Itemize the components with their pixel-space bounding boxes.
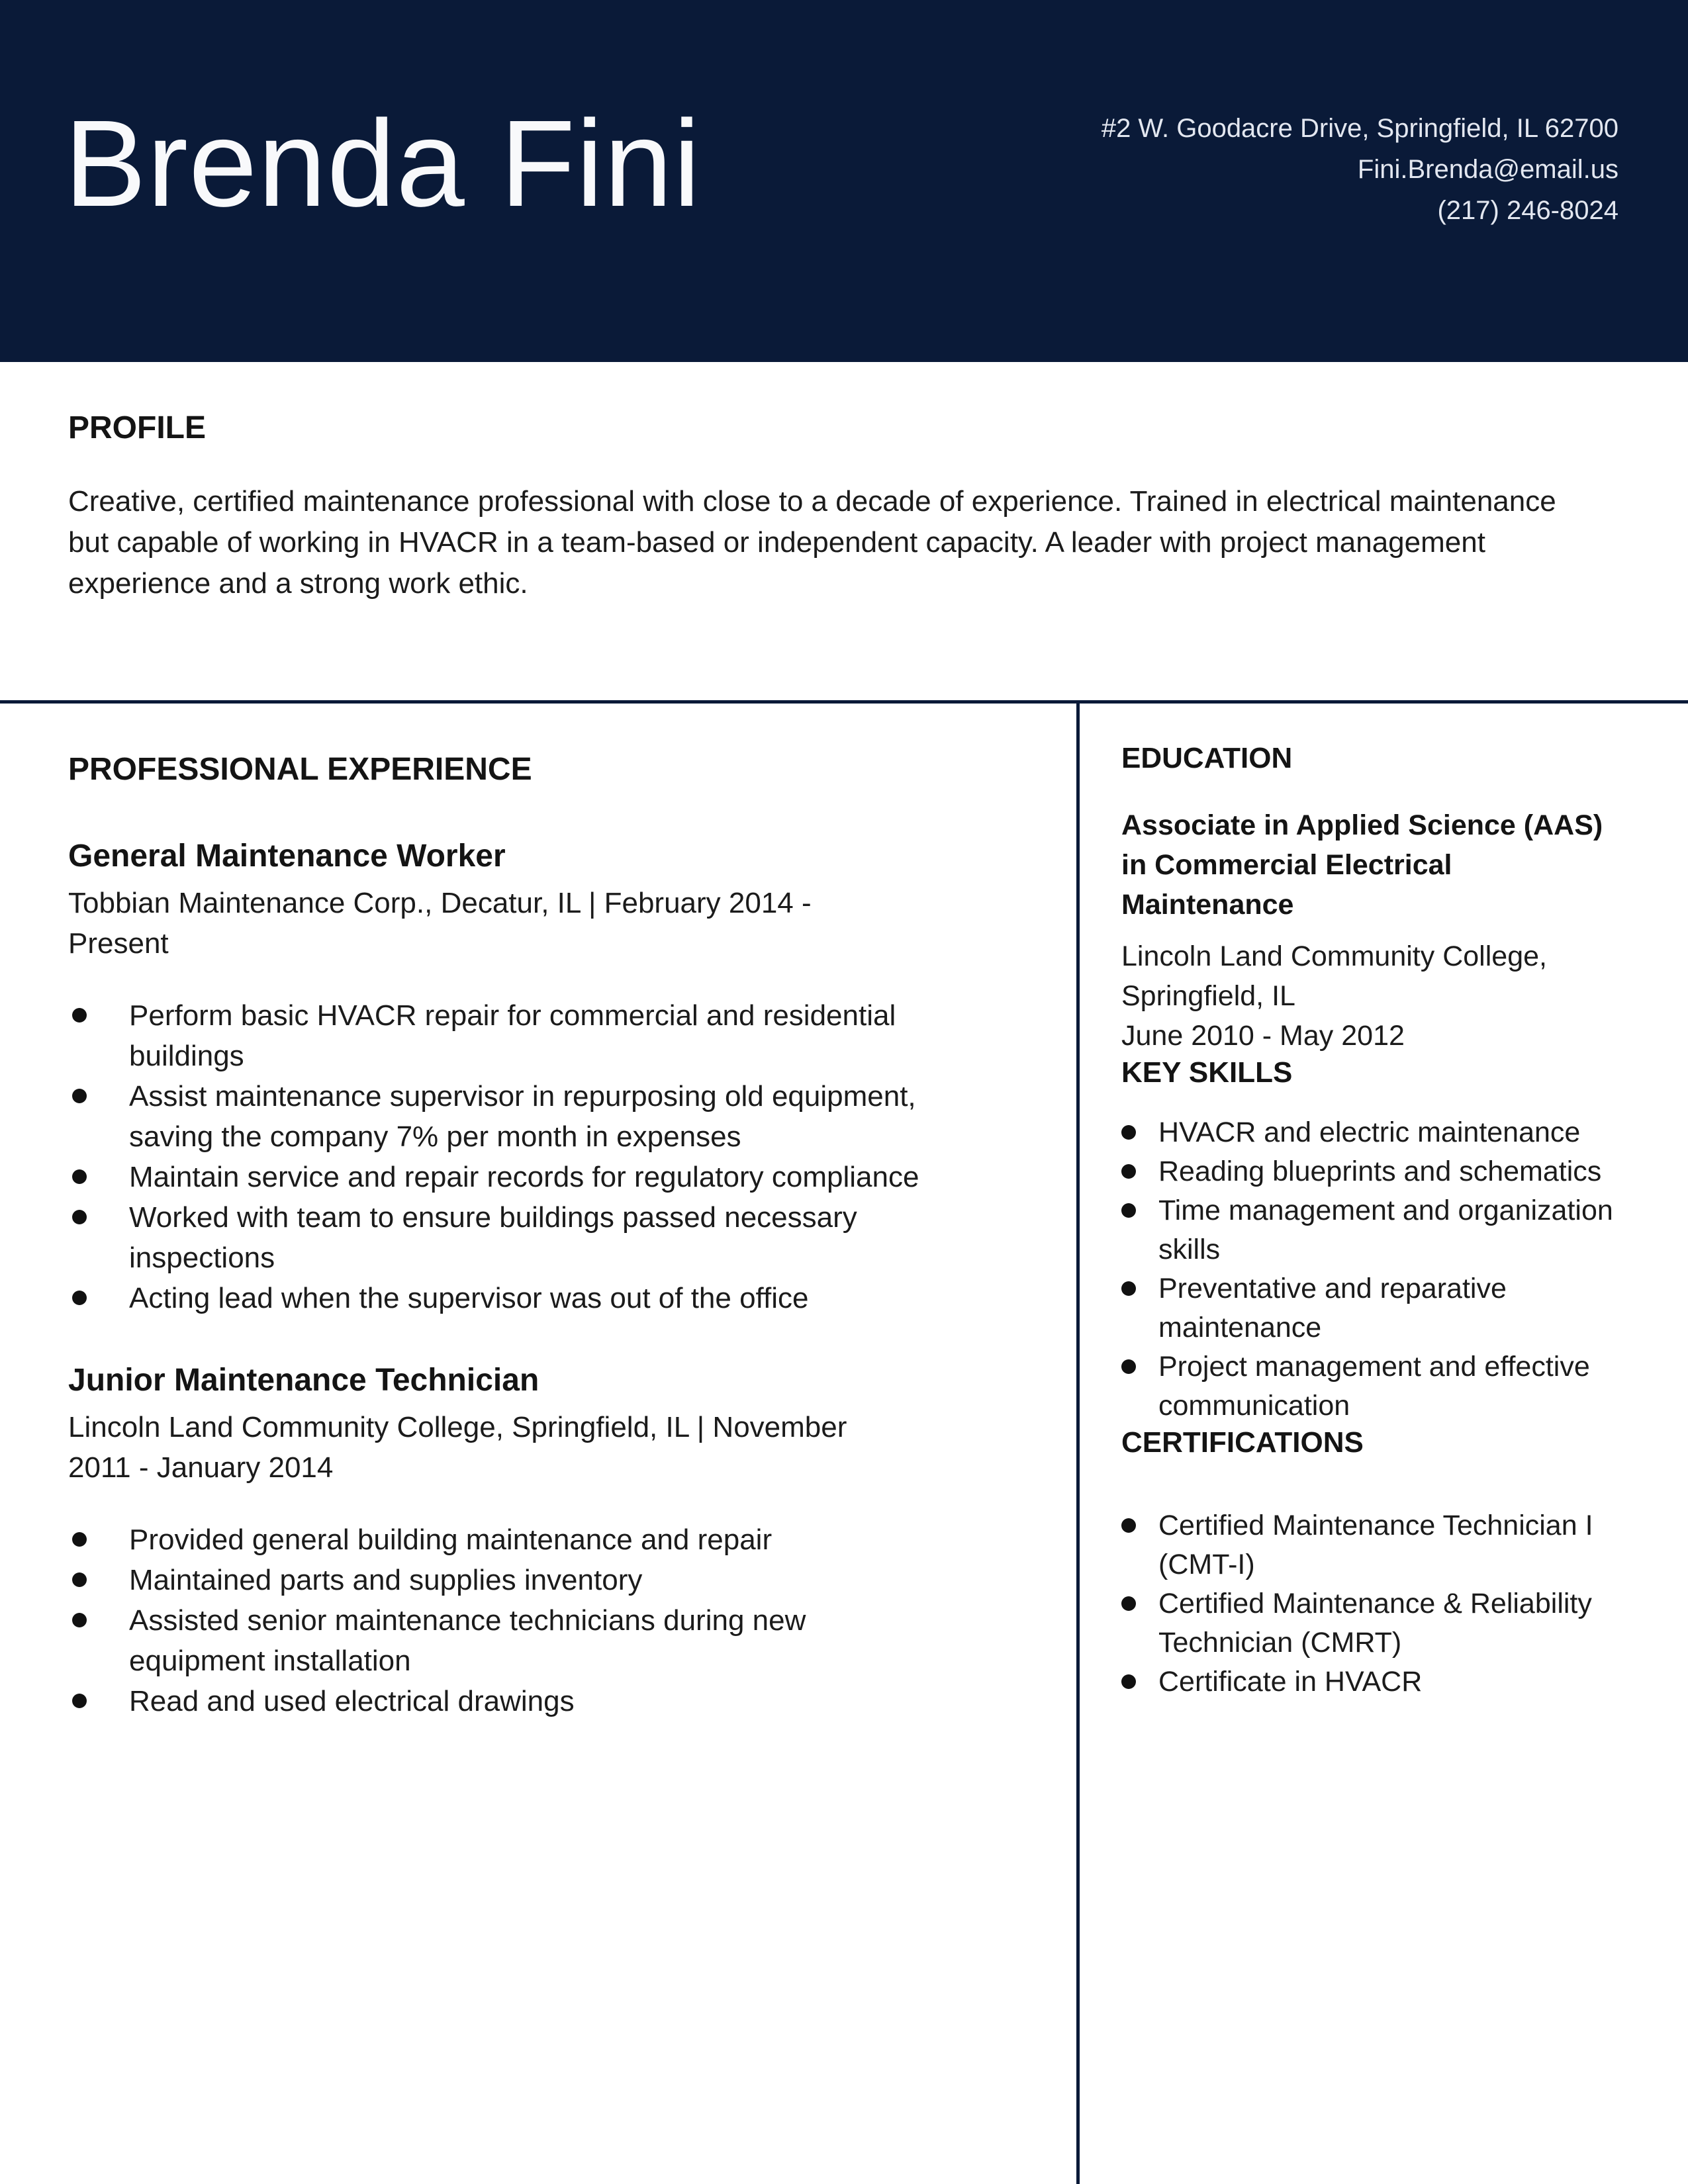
job-meta: Lincoln Land Community College, Springfield, IL | November 2011 - January 2014 xyxy=(68,1411,847,1484)
job-bullet: Assist maintenance supervisor in repurposing old equipment, saving the company 7% per month in expenses xyxy=(68,1076,929,1157)
skill-item: Project management and effective communication xyxy=(1121,1347,1623,1426)
job-bullet: Maintained parts and supplies inventory xyxy=(68,1560,929,1600)
job-bullet: Assisted senior maintenance technicians during new equipment installation xyxy=(68,1600,929,1681)
skill-item: HVACR and electric maintenance xyxy=(1121,1113,1623,1152)
certifications-heading: CERTIFICATIONS xyxy=(1121,1426,1364,1459)
job-bullet: Provided general building maintenance and repair xyxy=(68,1520,929,1560)
header-band xyxy=(0,0,1688,362)
profile-heading: PROFILE xyxy=(68,410,207,445)
sidebar-column xyxy=(1121,741,1623,1702)
education-location: Springfield, IL xyxy=(1121,980,1295,1012)
job-bullet: Perform basic HVACR repair for commercial and residential buildings xyxy=(68,995,929,1076)
skills-list xyxy=(1121,1113,1623,1426)
job-title: Junior Maintenance Technician xyxy=(68,1363,539,1398)
experience-heading: PROFESSIONAL EXPERIENCE xyxy=(68,752,532,787)
job-bullet: Acting lead when the supervisor was out of the office xyxy=(68,1278,929,1318)
job-bullet-list xyxy=(68,1520,929,1721)
job-entry xyxy=(68,1362,929,1721)
profile-text: Creative, certified maintenance professional with close to a decade of experience. Trained in electrical maintenance but capable of working in HVACR in a team-based or independent capacity. A leader with project management experience and a strong work ethic. xyxy=(68,485,1556,600)
job-bullet-list xyxy=(68,995,929,1318)
job-title: General Maintenance Worker xyxy=(68,839,506,874)
education-school-block xyxy=(1121,936,1623,1056)
skill-item: Reading blueprints and schematics xyxy=(1121,1152,1623,1191)
contact-phone: (217) 246-8024 xyxy=(1437,196,1618,225)
horizontal-divider xyxy=(0,700,1688,704)
job-bullet: Read and used electrical drawings xyxy=(68,1681,929,1721)
job-bullet: Maintain service and repair records for regulatory compliance xyxy=(68,1157,929,1197)
education-degree: Associate in Applied Science (AAS) in Commercial Electrical Maintenance xyxy=(1121,809,1603,921)
experience-column xyxy=(68,751,929,1721)
skill-item: Time management and organization skills xyxy=(1121,1191,1623,1269)
certifications-list xyxy=(1121,1506,1623,1702)
education-dates: June 2010 - May 2012 xyxy=(1121,1020,1405,1052)
job-bullet: Worked with team to ensure buildings passed necessary inspections xyxy=(68,1197,929,1278)
job-meta: Tobbian Maintenance Corp., Decatur, IL | February 2014 - Present xyxy=(68,887,812,960)
contact-email: Fini.Brenda@email.us xyxy=(1357,155,1618,184)
skills-heading: KEY SKILLS xyxy=(1121,1056,1293,1089)
certification-item: Certified Maintenance Technician I (CMT-I) xyxy=(1121,1506,1623,1584)
contact-block xyxy=(1102,108,1618,231)
job-entry xyxy=(68,838,929,1318)
person-name: Brenda Fini xyxy=(64,95,702,232)
education-heading: EDUCATION xyxy=(1121,742,1293,774)
certification-item: Certified Maintenance & Reliability Technician (CMRT) xyxy=(1121,1584,1623,1662)
profile-section xyxy=(68,410,1617,604)
contact-address: #2 W. Goodacre Drive, Springfield, IL 62700 xyxy=(1101,114,1618,143)
certification-item: Certificate in HVACR xyxy=(1121,1662,1623,1702)
skill-item: Preventative and reparative maintenance xyxy=(1121,1269,1623,1347)
education-school: Lincoln Land Community College, xyxy=(1121,940,1547,972)
vertical-divider xyxy=(1076,704,1080,2184)
